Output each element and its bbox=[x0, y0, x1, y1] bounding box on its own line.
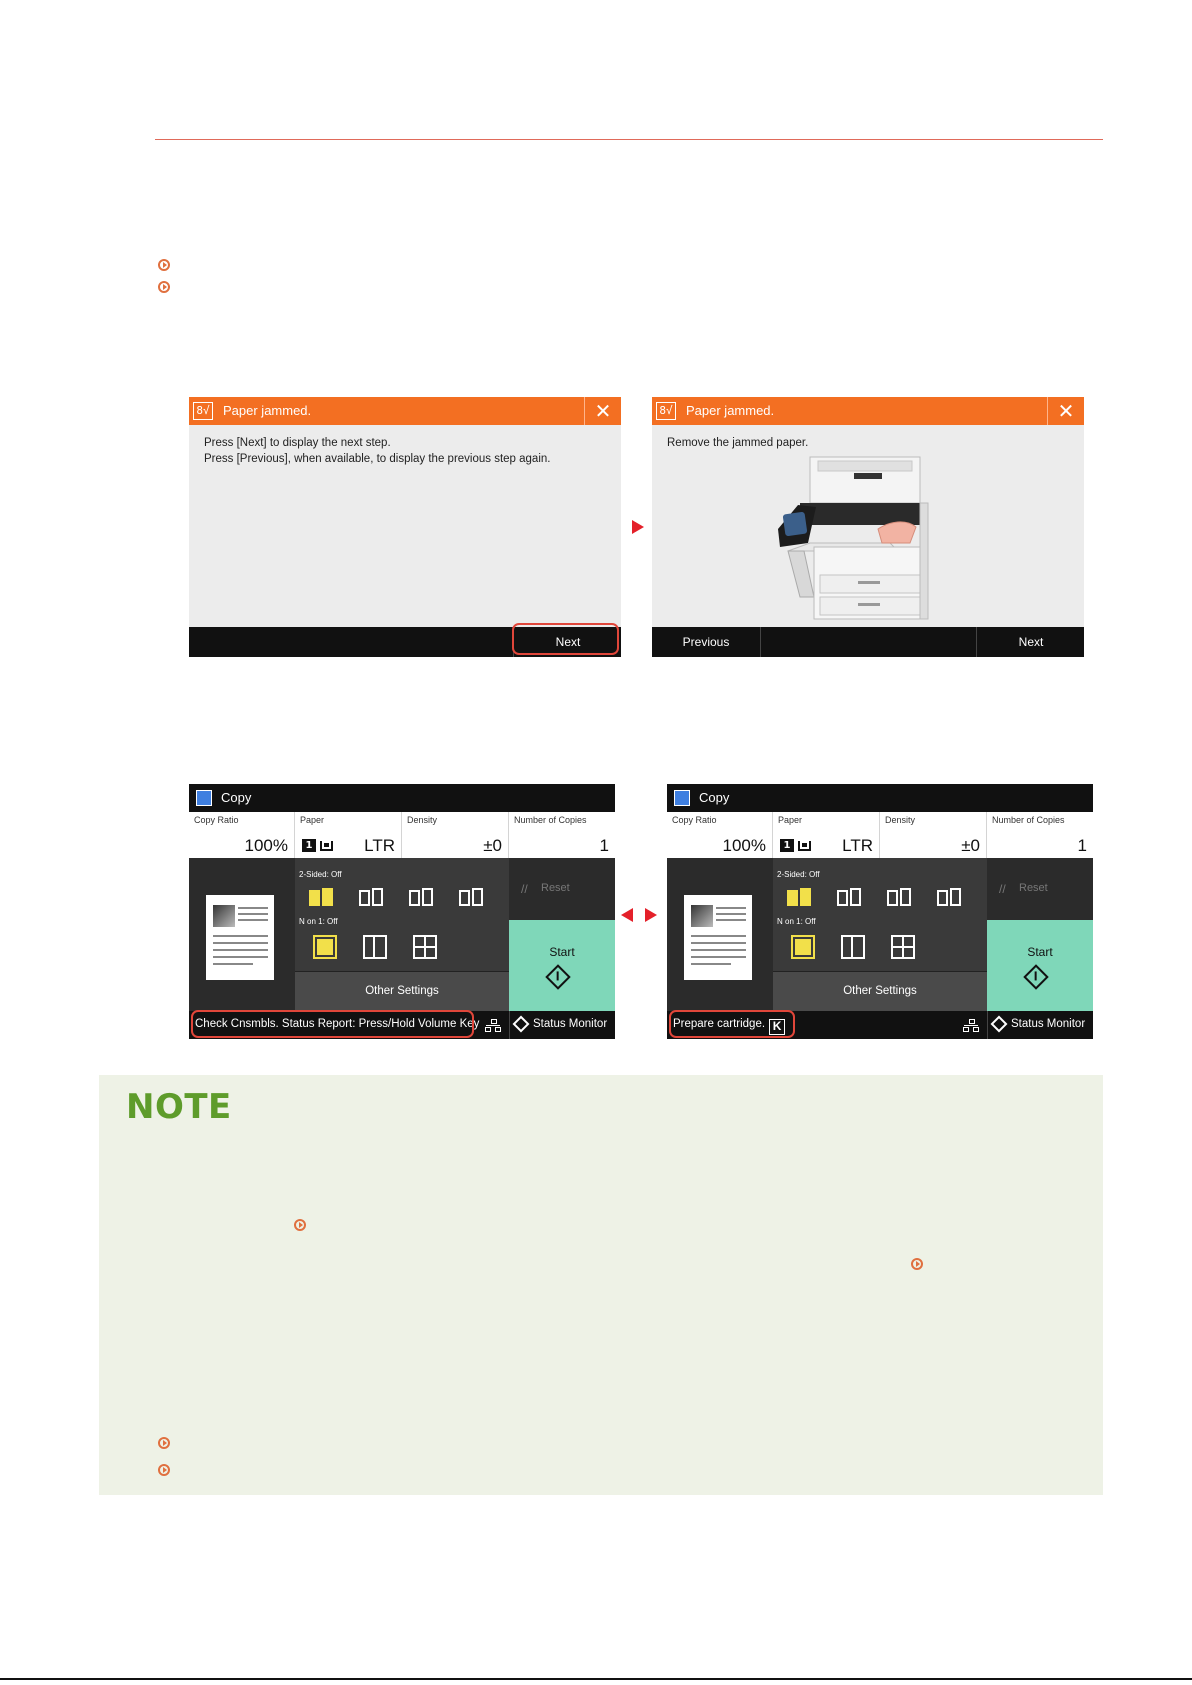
highlight-status-message bbox=[191, 1010, 474, 1038]
highlight-next-button bbox=[512, 623, 619, 655]
preview-line bbox=[691, 956, 746, 958]
preview-line bbox=[716, 907, 746, 909]
copies-value: 1 bbox=[599, 836, 609, 855]
start-label: Start bbox=[549, 945, 575, 959]
paper-value: LTR bbox=[364, 836, 395, 855]
two-sided-label: 2-Sided: Off bbox=[777, 870, 820, 879]
copy-header bbox=[189, 784, 615, 812]
status-monitor-button[interactable] bbox=[509, 1011, 615, 1039]
one-to-two-sided-icon[interactable] bbox=[837, 888, 863, 910]
link-bullet-icon[interactable] bbox=[911, 1258, 923, 1270]
copies-setting[interactable] bbox=[509, 812, 615, 858]
preview-line bbox=[716, 913, 746, 915]
copy-ratio-value: 100% bbox=[722, 836, 766, 855]
document-preview bbox=[189, 858, 295, 1011]
network-icon bbox=[485, 1019, 501, 1031]
status-message: Check Cnsmbls. Status Report: Press/Hold Volume Key bbox=[195, 1018, 480, 1030]
preview-line bbox=[213, 949, 268, 951]
status-message-text: Prepare cartridge. bbox=[673, 1018, 766, 1030]
copy-screen-right bbox=[667, 784, 1093, 1039]
density-label: Density bbox=[407, 815, 438, 825]
network-icon bbox=[963, 1019, 979, 1031]
paper-value: LTR bbox=[842, 836, 873, 855]
copy-settings-row bbox=[189, 812, 615, 858]
copies-value: 1 bbox=[1077, 836, 1087, 855]
preview-line bbox=[691, 935, 746, 937]
status-monitor-label: Status Monitor bbox=[533, 1018, 608, 1030]
copy-title: Copy bbox=[221, 790, 252, 805]
copy-header bbox=[667, 784, 1093, 812]
highlight-status-message bbox=[669, 1010, 795, 1038]
reset-icon: // bbox=[521, 882, 528, 896]
copy-icon bbox=[674, 790, 690, 806]
reset-label: Reset bbox=[541, 882, 570, 894]
paper-tray-number: 1 bbox=[302, 839, 316, 852]
preview-line bbox=[213, 942, 268, 944]
preview-line bbox=[213, 963, 253, 965]
paper-tray-number: 1 bbox=[780, 839, 794, 852]
paper-jam-dialog-step2 bbox=[652, 397, 1084, 657]
reset-button[interactable] bbox=[987, 858, 1093, 920]
two-sided-label: 2-Sided: Off bbox=[299, 870, 342, 879]
copy-ratio-setting[interactable] bbox=[667, 812, 773, 858]
arrow-right-icon bbox=[632, 520, 644, 534]
density-label: Density bbox=[885, 815, 916, 825]
link-bullet-icon[interactable] bbox=[294, 1219, 306, 1231]
copy-ratio-setting[interactable] bbox=[189, 812, 295, 858]
section-divider bbox=[155, 139, 1103, 140]
start-button[interactable] bbox=[509, 920, 615, 1011]
start-button[interactable] bbox=[987, 920, 1093, 1011]
copy-ratio-label: Copy Ratio bbox=[194, 815, 239, 825]
preview-line bbox=[691, 942, 746, 944]
reset-label: Reset bbox=[1019, 882, 1048, 894]
copy-ratio-value: 100% bbox=[244, 836, 288, 855]
copy-main-area bbox=[667, 858, 1093, 1011]
copy-options-panel bbox=[295, 858, 509, 1011]
paper-setting[interactable] bbox=[295, 812, 402, 858]
two-sided-off-icon[interactable] bbox=[309, 888, 335, 910]
density-setting[interactable] bbox=[880, 812, 987, 858]
one-to-two-sided-icon[interactable] bbox=[359, 888, 385, 910]
preview-image bbox=[213, 905, 235, 927]
error-code-icon: 8√ bbox=[656, 402, 676, 420]
n-on-1-off-icon[interactable] bbox=[313, 935, 337, 959]
copy-ratio-label: Copy Ratio bbox=[672, 815, 717, 825]
dialog-title: Paper jammed. bbox=[223, 403, 312, 418]
close-icon[interactable]: ✕ bbox=[1047, 397, 1084, 425]
reset-icon: // bbox=[999, 882, 1006, 896]
dialog-header bbox=[652, 397, 1084, 425]
preview-line bbox=[716, 919, 746, 921]
two-sided-off-icon[interactable] bbox=[787, 888, 813, 910]
copies-label: Number of Copies bbox=[992, 815, 1065, 825]
preview-line bbox=[213, 935, 268, 937]
previous-button[interactable]: Previous bbox=[652, 627, 761, 657]
density-value: ±0 bbox=[483, 836, 502, 855]
link-bullet-icon[interactable] bbox=[158, 1437, 170, 1449]
dialog-header bbox=[189, 397, 621, 425]
copy-options-panel bbox=[773, 858, 987, 1011]
paper-setting[interactable] bbox=[773, 812, 880, 858]
document-preview bbox=[667, 858, 773, 1011]
arrow-right-icon bbox=[645, 908, 657, 922]
paper-tray-icon bbox=[320, 841, 333, 851]
preview-line bbox=[238, 913, 268, 915]
next-button[interactable]: Next bbox=[513, 627, 622, 657]
copies-setting[interactable] bbox=[987, 812, 1093, 858]
preview-line bbox=[213, 956, 268, 958]
status-monitor-label: Status Monitor bbox=[1011, 1018, 1086, 1030]
paper-label: Paper bbox=[300, 815, 325, 825]
n-on-1-label: N on 1: Off bbox=[777, 917, 816, 926]
copies-label: Number of Copies bbox=[514, 815, 587, 825]
copy-settings-row bbox=[667, 812, 1093, 858]
four-on-one-icon[interactable] bbox=[891, 935, 915, 959]
error-code-icon: 8√ bbox=[193, 402, 213, 420]
density-setting[interactable] bbox=[402, 812, 509, 858]
printer-illustration bbox=[770, 447, 950, 623]
footer-divider bbox=[0, 1678, 1192, 1680]
dialog-message-line: Press [Next] to display the next step. bbox=[204, 437, 391, 449]
paper-jam-dialog-step1 bbox=[189, 397, 621, 657]
start-label: Start bbox=[1027, 945, 1053, 959]
status-monitor-icon bbox=[991, 1016, 1008, 1033]
two-to-one-sided-icon[interactable] bbox=[459, 888, 485, 910]
reset-button[interactable] bbox=[509, 858, 615, 920]
two-to-one-sided-icon[interactable] bbox=[937, 888, 963, 910]
preview-image bbox=[691, 905, 713, 927]
close-icon[interactable]: ✕ bbox=[584, 397, 621, 425]
copy-icon bbox=[196, 790, 212, 806]
density-value: ±0 bbox=[961, 836, 980, 855]
dialog-message: Remove the jammed paper. bbox=[667, 437, 809, 449]
preview-line bbox=[238, 919, 268, 921]
arrow-left-icon bbox=[621, 908, 633, 922]
copy-main-area bbox=[189, 858, 615, 1011]
paper-tray-icon bbox=[798, 841, 811, 851]
other-settings-button[interactable]: Other Settings bbox=[295, 971, 509, 1011]
start-icon bbox=[545, 964, 570, 989]
four-on-one-icon[interactable] bbox=[413, 935, 437, 959]
toner-color-badge: K bbox=[769, 1019, 785, 1035]
preview-line bbox=[238, 907, 268, 909]
dialog-message bbox=[204, 435, 550, 467]
two-on-one-icon[interactable] bbox=[841, 935, 865, 959]
copy-screen-left bbox=[189, 784, 615, 1039]
link-bullet-icon[interactable] bbox=[158, 281, 170, 293]
status-monitor-icon bbox=[513, 1016, 530, 1033]
link-bullet-icon[interactable] bbox=[158, 259, 170, 271]
next-button[interactable]: Next bbox=[976, 627, 1085, 657]
copy-title: Copy bbox=[699, 790, 730, 805]
note-title: NOTE bbox=[126, 1087, 232, 1127]
start-icon bbox=[1023, 964, 1048, 989]
n-on-1-off-icon[interactable] bbox=[791, 935, 815, 959]
link-bullet-icon[interactable] bbox=[158, 1464, 170, 1476]
dialog-title: Paper jammed. bbox=[686, 403, 775, 418]
status-monitor-button[interactable] bbox=[987, 1011, 1093, 1039]
preview-page bbox=[206, 895, 274, 980]
note-box bbox=[99, 1075, 1103, 1495]
preview-line bbox=[691, 963, 731, 965]
two-to-two-sided-icon[interactable] bbox=[409, 888, 435, 910]
two-to-two-sided-icon[interactable] bbox=[887, 888, 913, 910]
paper-label: Paper bbox=[778, 815, 803, 825]
n-on-1-label: N on 1: Off bbox=[299, 917, 338, 926]
dialog-message-line: Press [Previous], when available, to display the previous step again. bbox=[204, 453, 551, 465]
dialog-footer bbox=[652, 627, 1084, 657]
other-settings-button[interactable]: Other Settings bbox=[773, 971, 987, 1011]
preview-line bbox=[691, 949, 746, 951]
preview-page bbox=[684, 895, 752, 980]
two-on-one-icon[interactable] bbox=[363, 935, 387, 959]
